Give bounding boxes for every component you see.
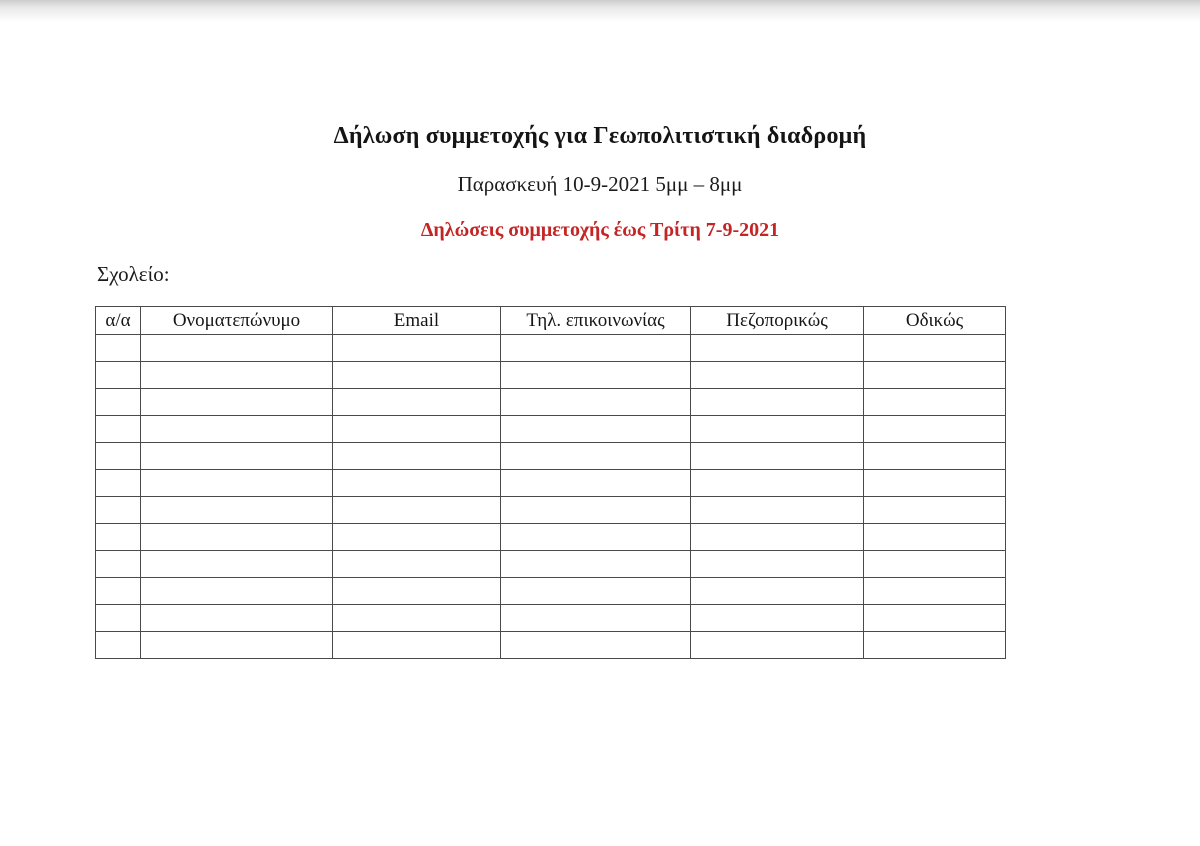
table-cell (691, 497, 864, 524)
table-cell (333, 632, 501, 659)
school-label: Σχολείο: (97, 262, 170, 286)
table-header-row (96, 307, 1006, 335)
table-cell (141, 416, 333, 443)
table-cell (141, 362, 333, 389)
page-top-shadow (0, 0, 1200, 22)
table-cell (96, 470, 141, 497)
table-row (96, 497, 1006, 524)
table-cell (691, 551, 864, 578)
table-row (96, 632, 1006, 659)
table-row (96, 389, 1006, 416)
table-cell (864, 389, 1006, 416)
column-header-2: Ονοματεπώνυμο (141, 307, 333, 335)
table-cell (501, 551, 691, 578)
signup-table (95, 306, 1006, 659)
table-row (96, 551, 1006, 578)
table-cell (691, 335, 864, 362)
table-cell (333, 389, 501, 416)
table-cell (333, 578, 501, 605)
table-cell (501, 578, 691, 605)
table-cell (141, 470, 333, 497)
table-cell (333, 470, 501, 497)
table-cell (96, 497, 141, 524)
table-cell (501, 362, 691, 389)
table-cell (864, 632, 1006, 659)
table-cell (96, 578, 141, 605)
table-row (96, 416, 1006, 443)
table-cell (864, 335, 1006, 362)
table-cell (691, 470, 864, 497)
table-cell (333, 443, 501, 470)
table-cell (501, 470, 691, 497)
table-cell (96, 335, 141, 362)
table-cell (864, 416, 1006, 443)
table-cell (864, 605, 1006, 632)
table-cell (691, 605, 864, 632)
table-cell (96, 443, 141, 470)
table-cell (864, 551, 1006, 578)
table-cell (501, 497, 691, 524)
table-cell (333, 497, 501, 524)
table-cell (141, 443, 333, 470)
table-cell (691, 578, 864, 605)
table-cell (96, 632, 141, 659)
table-row (96, 578, 1006, 605)
table-row (96, 335, 1006, 362)
table-row (96, 470, 1006, 497)
column-header-1: α/α (96, 307, 141, 335)
table-row (96, 443, 1006, 470)
table-cell (501, 632, 691, 659)
column-header-5: Πεζοπορικώς (691, 307, 864, 335)
table-cell (501, 443, 691, 470)
table-cell (333, 551, 501, 578)
event-datetime-line: Παρασκευή 10-9-2021 5μμ – 8μμ (457, 172, 743, 196)
table-cell (501, 335, 691, 362)
column-header-3: Email (333, 307, 501, 335)
table-cell (864, 578, 1006, 605)
table-cell (864, 362, 1006, 389)
table-cell (691, 416, 864, 443)
table-cell (501, 524, 691, 551)
table-cell (141, 524, 333, 551)
table-cell (691, 443, 864, 470)
table-cell (141, 605, 333, 632)
column-header-4: Τηλ. επικοινωνίας (501, 307, 691, 335)
table-cell (96, 416, 141, 443)
table-cell (333, 524, 501, 551)
table-cell (141, 632, 333, 659)
table-cell (141, 389, 333, 416)
table-cell (96, 362, 141, 389)
deadline-notice: Δηλώσεις συμμετοχής έως Τρίτη 7-9-2021 (420, 219, 780, 241)
table-cell (141, 551, 333, 578)
table-cell (333, 335, 501, 362)
table-row (96, 524, 1006, 551)
table-cell (141, 497, 333, 524)
table-cell (501, 416, 691, 443)
table-cell (864, 443, 1006, 470)
table-cell (691, 389, 864, 416)
table-cell (96, 389, 141, 416)
table-cell (96, 551, 141, 578)
table-row (96, 605, 1006, 632)
table-cell (333, 605, 501, 632)
table-row (96, 362, 1006, 389)
table-cell (864, 524, 1006, 551)
table-cell (864, 497, 1006, 524)
table-cell (96, 605, 141, 632)
table-cell (691, 362, 864, 389)
table-cell (501, 605, 691, 632)
table-cell (691, 524, 864, 551)
table-cell (141, 578, 333, 605)
table-cell (333, 362, 501, 389)
table-cell (141, 335, 333, 362)
table-cell (333, 416, 501, 443)
table-cell (501, 389, 691, 416)
document-title: Δήλωση συμμετοχής για Γεωπολιτιστική διαδρομή (333, 123, 867, 149)
table-cell (96, 524, 141, 551)
table-cell (691, 632, 864, 659)
column-header-6: Οδικώς (864, 307, 1006, 335)
table-cell (864, 470, 1006, 497)
